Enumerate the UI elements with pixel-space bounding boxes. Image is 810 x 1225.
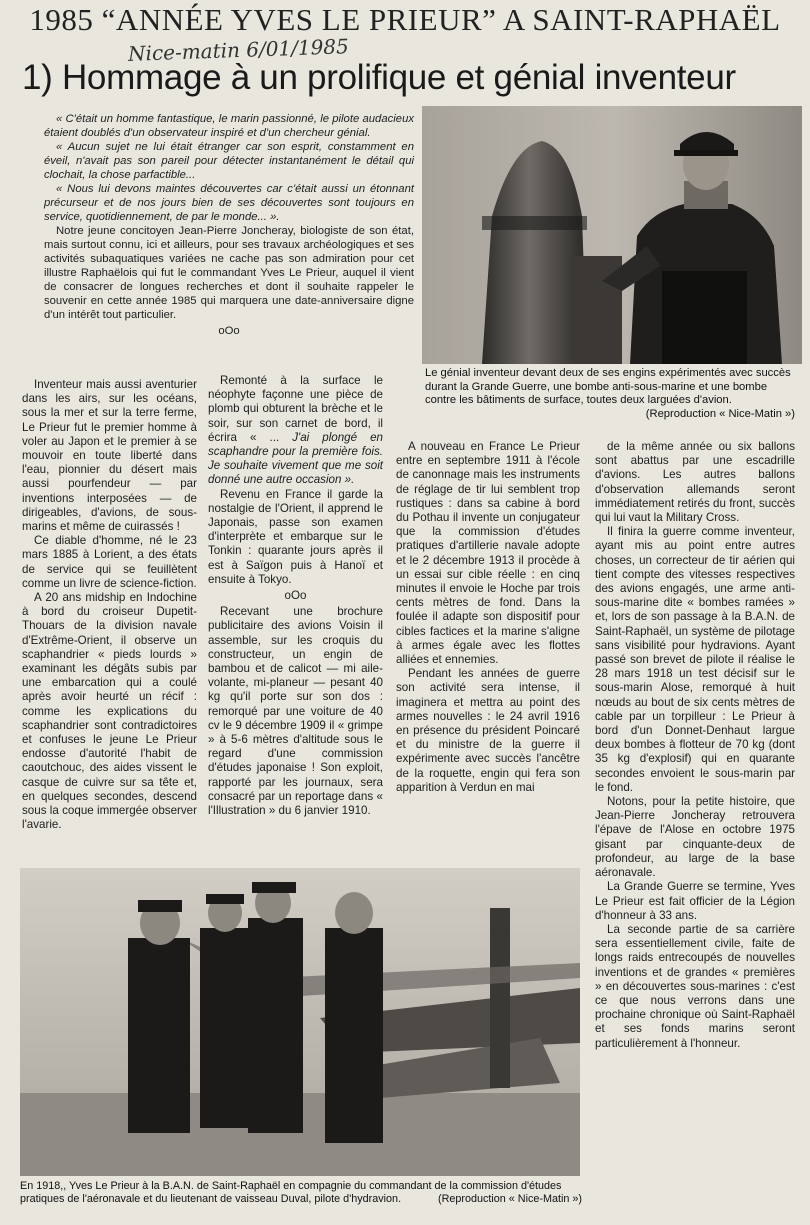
col2-paragraph-1-text: Remonté à la surface le néophyte façonne une pièce de plomb qui obturent la brèche et le soir, sur son carnet de bord, il écrira « ... <box>208 374 383 444</box>
col4-paragraph-1: de la même année ou six ballons sont abattus par une escadrille d'avions. Les autres ballons d'observation allemands seront immédiatement retirés du front, succès qui lui vaut la Military Cross. <box>595 440 795 525</box>
col1-paragraph-2: Ce diable d'homme, né le 23 mars 1885 à Lorient, a des états de service qui se feuillètent comme un livre de science-fiction. <box>22 534 197 590</box>
separator: oOo <box>218 325 240 337</box>
col2-paragraph-3: Recevant une brochure publicitaire des avions Voisin il assemble, sur les croquis du constructeur, un engin de bambou et de calicot — mi aile-volante, mi-planeur — pesant 40 kg qu'il porte sur son dos : remorqué par une voiture de 40 cv le 9 décembre 1909 il « grimpe » à 5-6 mètres d'altitude sous le regard d'une commission d'études japonaise ! Son exploit, rapporté par les journaux, sera consacré par un reportage dans « l'Illustration » du 6 janvier 1910. <box>208 605 383 818</box>
photo2-caption <box>20 1180 582 1206</box>
handwritten-note: Nice-matin 6/01/1985 <box>127 34 350 66</box>
column-3 <box>396 440 580 795</box>
col2-paragraph-1 <box>208 374 383 488</box>
photo1-caption-text: Le génial inventeur devant deux de ses engins expérimentés avec succès durant la Grande Guerre, une bombe anti-sous-marine et une bombe contre les bâtiments de surface, toutes deux larguées d'avion. <box>425 367 791 406</box>
photo-inventor-with-bombs <box>422 106 802 364</box>
article-subtitle: 1) Hommage à un prolifique et génial inventeur <box>22 58 736 97</box>
col2-separator: oOo <box>284 589 307 603</box>
intro-quote-3: « Nous lui devons maintes découvertes car c'était aussi un étonnant précurseur et de nos jours bien de ses découvertes sont toujours en service, quotidiennement, de par le monde... ». <box>44 183 414 223</box>
intro-quote-2: « Aucun sujet ne lui était étranger car son esprit, constamment en éveil, n'avait pas son pareil pour détecter instantanément le détail qui clochait, la chose parfactible... <box>44 141 414 181</box>
col4-paragraph-3: Notons, pour la petite histoire, que Jean-Pierre Joncheray retrouvera l'épave de l'Alose en octobre 1975 gisant par cinquante-deux de profondeur, au large de la base aéronavale. <box>595 795 795 880</box>
headline: 1985 “ANNÉE YVES LE PRIEUR” A SAINT-RAPHAËL <box>29 2 781 37</box>
col3-paragraph-2: Pendant les années de guerre son activité sera intense, il imaginera et mettra au point des armes nouvelles : le 24 avril 1916 en présence du président Poincaré et du ministre de la guerre il expérimente avec succès l'ancêtre de la roquette, engin qui fera son apparition à Verdun en mai <box>396 667 580 794</box>
intro-quote-1: « C'était un homme fantastique, le marin passionné, le pilote audacieux étaient doublés d'un observateur inspiré et d'un chercheur génial. <box>44 113 414 139</box>
col4-paragraph-4: La Grande Guerre se termine, Yves Le Prieur est fait officier de la Légion d'honneur à 33 ans. <box>595 880 795 922</box>
col1-paragraph-3: A 20 ans midship en Indochine à bord du croiseur Dupetit-Thouars de la division navale d'Extrême-Orient, il observe un scaphandrier « pieds lourds » examinant les dégâts subis par une embarcation qui a coulé après avoir heurté un récif : comme les explications du scaphandrier sont contradictoires et confuses le jeune Le Prieur endosse d'autorité l'habit de caoutchouc, des aides vissent le casque de cuivre sur sa tête et, en quelques secondes, descend sous la coque immergée observer l'avarie. <box>22 591 197 832</box>
column-2 <box>208 374 383 818</box>
col2-quote: J'ai plongé en scaphandre pour la première fois. Je souhaite vivement que me soit donné une autre occasion ». <box>208 430 383 487</box>
photo-inventor-illustration <box>422 106 802 364</box>
col1-paragraph-1: Inventeur mais aussi aventurier dans les airs, sur les océans, sous la mer et sur la terre ferme, Le Prieur fut le premier homme à voler au Japon et le premier à se mouvoir en toute liberté dans l'eau, pionnier du désert mais aussi pourfendeur — par inventions interposées — de dirigeables, d'avions, de sous-marins et même de cuirassés ! <box>22 378 197 534</box>
column-4 <box>595 440 795 1051</box>
photo2-credit: (Reproduction « Nice-Matin ») <box>437 1193 582 1205</box>
photo1-credit: (Reproduction « Nice-Matin ») <box>645 407 795 420</box>
col4-paragraph-2: Il finira la guerre comme inventeur, ayant mis au point entre autres choses, un correcteur de tir aérien qui tient compte des vitesses respectives des avions engagés, une arme anti-sous-marine dite « bombes ramées » et, lors de son passage à la B.A.N. de Saint-Raphaël, un système de pilotage sans visibilité pour hydravions. Ayant passé son brevet de pilote il réalise le 28 mars 1918 un test décisif sur le sous-marin Alose, remorqué à huit nœuds au bout de six cents mètres de cable par un torpilleur : Le Prieur à bord d'un Donnet-Denhaut largue deux bombes à flotteur de 70 kg (dont 35 kg d'explosif) qui en quarante secondes envoient le sous-marin par le fond. <box>595 525 795 794</box>
intro-block <box>44 112 414 340</box>
photo-group-illustration <box>20 868 580 1176</box>
col3-paragraph-1: A nouveau en France Le Prieur entre en septembre 1911 à l'école de canonnage mais les instruments de réglage de tir lui semblent trop rustiques : dans sa cabine à bord du Pothau il invente un conjugateur que la commission d'études pratiques d'artillerie navale adopte et le 2 décembre 1913 il procède à un essai sur cible réelle : en cinq minutes il envoie le Hoche par trois cents mètres de fond. Dans la foulée il adapte son dispositif pour cibles factices et la marine s'aligne à armes égale avec les flottes alliées et ennemies. <box>396 440 580 667</box>
col4-paragraph-5: La seconde partie de sa carrière sera essentiellement civile, faite de longs raids entrecoupés de nouvelles inventions et de grandes « premières » en découvertes sous-marines : c'est ce que nous verrons dans une prochaine chronique où Saint-Raphaël et ses fonds marins seront particulièrement à l'honneur. <box>595 922 795 1050</box>
column-1 <box>22 378 197 833</box>
photo-group-seaplane-base <box>20 868 580 1176</box>
col2-paragraph-2: Revenu en France il garde la nostalgie de l'Orient, il apprend le Japonais, passe son examen d'interprète et embarque sur le Tonkin : quarante jours après il est à Saïgon puis à Hanoï et ensuite à Tokyo. <box>208 487 383 586</box>
photo1-caption <box>425 367 795 421</box>
intro-paragraph: Notre jeune concitoyen Jean-Pierre Joncheray, biologiste de son état, mais surtout connu, ici et ailleurs, pour ses travaux archéologiques et ses activités subaquatiques variées ne cache pas son admiration pour cet illustre Raphaëlois qui fut le commandant Yves Le Prieur, auquel il vient de consacrer de longues recherches et dont il souhaite rappeler le souvenir en cette année 1985 qui marquera une date-anniversaire digne d'un intérêt tout particulier. <box>44 225 414 321</box>
photo2-caption-text: En 1918,, Yves Le Prieur à la B.A.N. de Saint-Raphaël en compagnie du commandant de la commission d'études pratiques de l'aéronavale et du lieutenant de vaisseau Duval, pilote d'hydravion. <box>20 1180 562 1205</box>
